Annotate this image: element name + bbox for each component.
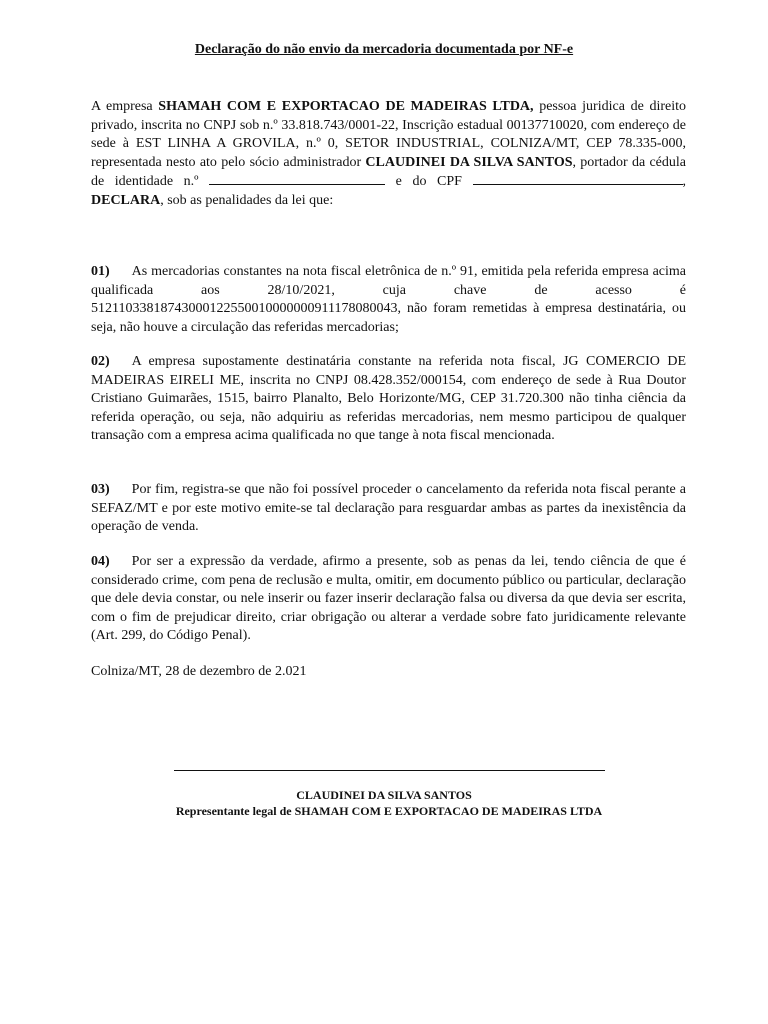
clause-01 bbox=[91, 263, 686, 337]
clause-number: 04) bbox=[91, 554, 110, 569]
intro-text-4: e do CPF bbox=[385, 174, 473, 190]
clause-text: Por fim, registra-se que não foi possível proceder o cancelamento da referida nota fiscal perante a SEFAZ/MT e por este motivo emite-se tal declaração para resguardar ambas as partes da inexistência da operação de venda. bbox=[91, 482, 686, 535]
intro-paragraph bbox=[91, 98, 686, 211]
clause-number: 02) bbox=[91, 354, 110, 369]
clause-text: A empresa supostamente destinatária constante na referida nota fiscal, JG COMERCIO DE MADEIRAS EIRELI ME, inscrita no CNPJ 08.428.352/000154, com endereço de sede à Rua Doutor Cristiano Guimarães, 1515, bairro Planalto, Belo Horizonte/MG, CEP 31.720.300 não tinha ciência da referida operação, ou seja, não adquiriu as referidas mercadorias, nem mesmo participou de qualquer transação com a empresa acima qualificada no que tange à nota fiscal mencionada. bbox=[91, 354, 686, 444]
role-prefix: Representante legal de bbox=[175, 804, 295, 818]
intro-text-6: , sob as penalidades da lei que: bbox=[160, 192, 334, 208]
declara-word: DECLARA bbox=[91, 192, 161, 208]
partner-name: CLAUDINEI DA SILVA SANTOS bbox=[365, 154, 573, 170]
signature-line bbox=[174, 770, 605, 771]
signatory-role bbox=[0, 804, 768, 819]
intro-text-1: A empresa bbox=[91, 99, 159, 114]
role-company: SHAMAH COM E EXPORTACAO DE MADEIRAS LTDA bbox=[294, 804, 603, 818]
clause-03 bbox=[91, 481, 686, 537]
signatory-name: CLAUDINEI DA SILVA SANTOS bbox=[296, 788, 472, 802]
clause-text: As mercadorias constantes na nota fiscal eletrônica de n.º 91, emitida pela referida empresa acima qualificada aos 28/10/2021, cuja chave de acesso é 51211033818743000122550010000000911178080043, não foram remetidas à empresa destinatária, ou seja, não houve a circulação das referidas mercadorias; bbox=[91, 264, 686, 335]
document-title: Declaração do não envio da mercadoria documentada por NF-e bbox=[194, 42, 574, 57]
intro-text-3: , portador da cédula de identidade n.º bbox=[91, 154, 686, 190]
intro-text-5: , bbox=[682, 174, 687, 190]
clause-text: Por ser a expressão da verdade, afirmo a presente, sob as penas da lei, tendo ciência de que é considerado crime, com pena de reclusão e multa, omitir, em documento público ou particular, declaração que dele devia constar, ou nele inserir ou fazer inserir declaração falsa ou diversa da que devia ser escrita, com o fim de prejudicar direito, criar obrigação ou alterar a verdade sobre fato juridicamente relevante (Art. 299, do Código Penal). bbox=[91, 554, 686, 644]
id-number-blank bbox=[209, 172, 385, 185]
intro-text-2: pessoa juridica de direito privado, inscrita no CNPJ sob n.º 33.818.743/0001-22, Inscrição estadual 00137710020, com endereço de sede à EST LINHA A GROVILA, n.º 0, SETOR INDUSTRIAL, COLNIZA/MT, CEP 78.335-000, representada nesto ato pelo sócio administrador bbox=[91, 99, 686, 170]
clause-number: 03) bbox=[91, 482, 110, 497]
company-name: SHAMAH COM E EXPORTACAO DE MADEIRAS LTDA, bbox=[158, 99, 534, 114]
clause-02 bbox=[91, 353, 686, 446]
place-date: Colniza/MT, 28 de dezembro de 2.021 bbox=[91, 664, 307, 679]
clause-number: 01) bbox=[91, 264, 110, 279]
cpf-blank bbox=[473, 172, 683, 185]
clause-04 bbox=[91, 553, 686, 646]
